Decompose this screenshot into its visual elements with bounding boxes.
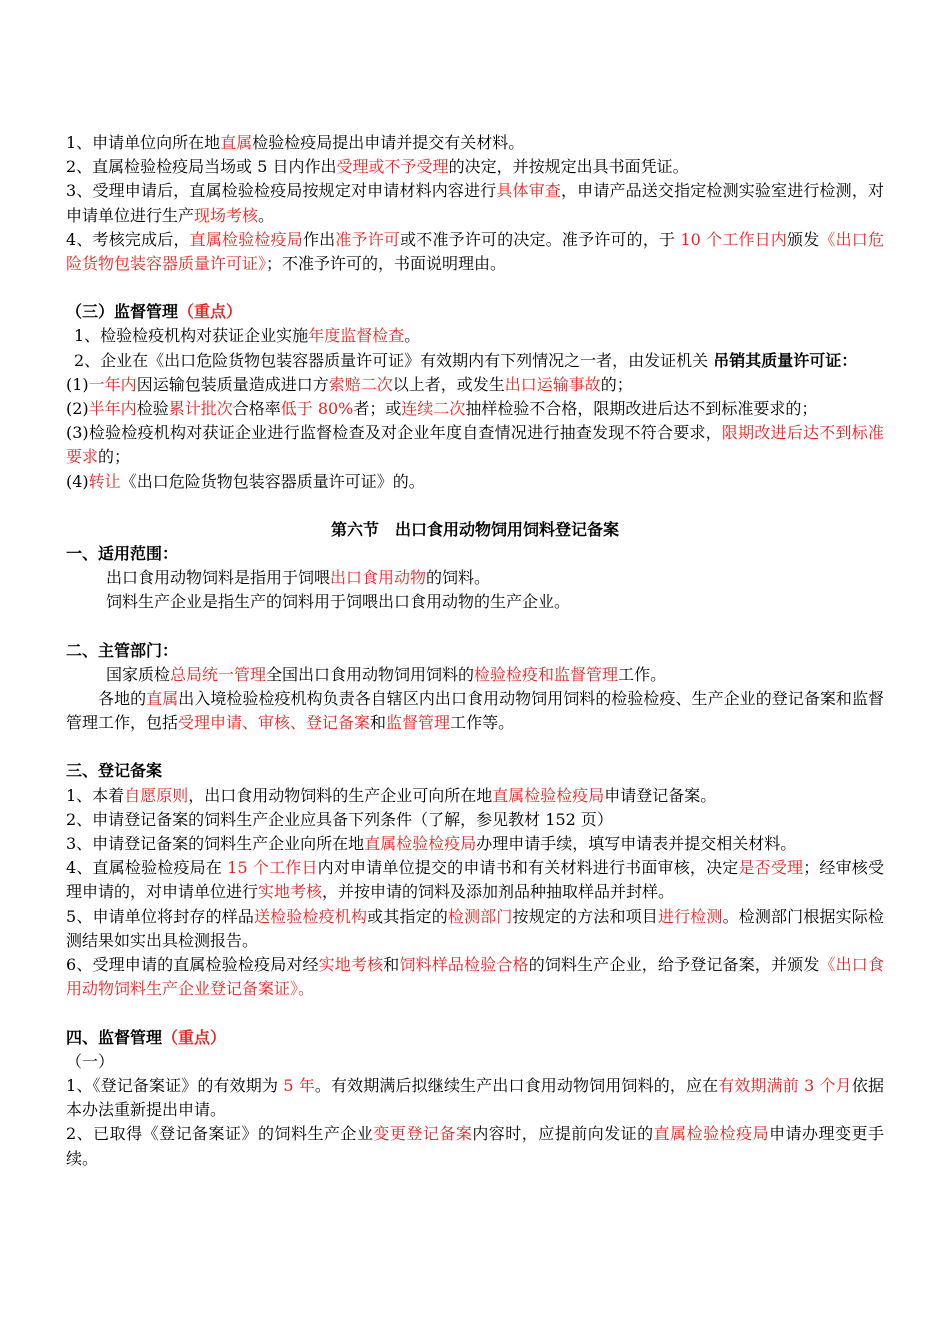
paragraph-spacer <box>66 735 884 759</box>
highlighted-text: 累计批次 <box>168 399 233 419</box>
paragraph-spacer <box>66 276 884 300</box>
highlighted-text: 受理申请、审核、登记备案 <box>178 713 371 733</box>
text-run: 或不准予许可的决定。准予许可的，于 <box>400 229 681 249</box>
text-run: 3、受理申请后，直属检验检疫局按规定对申请材料内容进行 <box>66 181 497 201</box>
text-run: 颁发 <box>787 229 820 249</box>
text-run: 出口食用动物饲料是指用于饲喂 <box>106 568 331 588</box>
highlighted-text: 索赔二次 <box>328 374 393 394</box>
highlighted-text: 出口食用动物 <box>330 568 427 588</box>
text-run: 的； <box>98 447 131 467</box>
text-run: 内容时，应提前向发证的 <box>472 1124 654 1144</box>
text-run: 检验 <box>136 399 169 419</box>
text-run: 的； <box>600 374 633 394</box>
highlighted-text: 直属 <box>220 133 253 152</box>
text-run: 1、检验检疫机构对获证企业实施 <box>74 326 309 346</box>
highlighted-text: 低于 80% <box>280 399 354 419</box>
highlighted-text: 10 个工作日内 <box>680 229 788 249</box>
highlighted-text: （重点） <box>162 1027 227 1047</box>
highlighted-text: （重点） <box>178 302 243 322</box>
section-heading <box>66 639 884 663</box>
highlighted-text: 直属 <box>146 689 179 709</box>
text-run: 办理申请手续，填写申请表并提交相关材料。 <box>476 834 797 854</box>
highlighted-text: 。 <box>298 979 315 999</box>
text-run: 。有效期满后拟继续生产出口食用动物饲用饲料的，应在 <box>314 1075 719 1095</box>
paragraph <box>66 349 884 373</box>
text-run: 6、受理申请的直属检验检疫局对经 <box>66 955 319 975</box>
paragraph <box>66 421 884 469</box>
highlighted-text: 《出口食用动物饲料生产企业登记备案证》 <box>66 955 884 999</box>
paragraph <box>66 687 884 735</box>
text-run: 2、企业在《出口危险货物包装容器质量许可证》有效期内有下列情况之一者，由发证机关 <box>74 350 714 370</box>
highlighted-text: 准予许可 <box>335 229 401 249</box>
highlighted-text: 直属检验检疫局 <box>492 785 605 805</box>
text-run: 以上者，或发生 <box>392 374 505 394</box>
text-run: 的饲料。 <box>426 568 491 588</box>
document-page <box>66 131 884 1171</box>
paragraph <box>66 663 884 687</box>
section-heading <box>66 542 884 566</box>
text-run: 5、申请单位将封存的样品 <box>66 906 255 926</box>
highlighted-text: 受理或不予受理 <box>336 157 449 177</box>
highlighted-text: 送检验检疫机构 <box>254 906 368 926</box>
text-run: 的饲料生产企业，给予登记备案，并颁发 <box>528 955 820 975</box>
text-run: 4、直属检验检疫局在 <box>66 858 228 878</box>
highlighted-text: 年度监督检查 <box>308 326 405 346</box>
highlighted-text: 《出口危险货物包装容器质量许可证》 <box>66 229 884 274</box>
text-run: 的决定，并按规定出具书面凭证。 <box>448 157 689 177</box>
text-run: ，出口食用动物饲料的生产企业可向所在地 <box>188 785 493 805</box>
section-heading <box>66 759 884 783</box>
text-run: 二、主管部门： <box>66 640 179 660</box>
text-run: (2) <box>66 399 89 419</box>
text-run: ；不准予许可的，书面说明理由。 <box>266 254 507 274</box>
text-run: ，申请产品送交指定检测实验室进行检测，对申请单位进行生产 <box>66 181 884 225</box>
text-run: 抽样检验不合格，限期改进后达不到标准要求的； <box>465 399 818 419</box>
paragraph <box>66 1122 884 1170</box>
text-run: 2、直属检验检疫局当场或 5 日内作出 <box>66 157 337 177</box>
section-title <box>66 518 884 542</box>
text-run: ；经审核受理申请的，对申请单位进行 <box>66 858 884 902</box>
text-run: 申请办理变更手续。 <box>66 1124 884 1168</box>
text-run: 全国出口食用动物饲用饲料的 <box>266 664 475 684</box>
text-run: 或其指定的 <box>367 906 448 926</box>
text-run: 4、考核完成后， <box>66 229 190 249</box>
text-run: 和 <box>383 955 400 975</box>
paragraph <box>66 228 884 276</box>
highlighted-text: 总局统一管理 <box>170 664 267 684</box>
text-run: 1、申请单位向所在地 <box>66 133 221 152</box>
text-run: （一） <box>66 1051 115 1071</box>
text-run: 2、已取得《登记备案证》的饲料生产企业 <box>66 1124 374 1144</box>
highlighted-text: 饲料样品检验合格 <box>399 955 529 975</box>
highlighted-text: 检验检疫和监督管理 <box>474 664 619 684</box>
paragraph <box>66 784 884 808</box>
text-run: 作出 <box>302 229 336 249</box>
text-run: 依据本办法重新提出申请。 <box>66 1075 884 1120</box>
text-run: 各地的 <box>66 689 147 709</box>
text-run: 工作。 <box>618 664 667 684</box>
text-run: 第六节 出口食用动物饲用饲料登记备案 <box>330 519 619 539</box>
text-run: 国家质检 <box>106 664 171 684</box>
text-run: 者；或 <box>353 399 402 419</box>
paragraph <box>66 808 884 832</box>
highlighted-text: 直属检验检疫局 <box>189 229 303 249</box>
highlighted-text: 实地考核 <box>258 882 323 902</box>
paragraph <box>66 590 884 614</box>
highlighted-text: 监督管理 <box>386 713 451 733</box>
text-run: (1) <box>66 374 89 394</box>
highlighted-text: 转让 <box>88 471 121 491</box>
paragraph <box>66 566 884 590</box>
text-run: (4) <box>66 471 89 491</box>
paragraph <box>66 179 884 227</box>
text-run: 和 <box>370 713 387 733</box>
highlighted-text: 连续二次 <box>401 399 466 419</box>
bold-text: ： <box>841 350 858 370</box>
bold-text: 吊销其质量许可证 <box>713 350 842 370</box>
highlighted-text: 直属检验检疫局 <box>653 1124 770 1144</box>
highlighted-text: 15 个工作日 <box>227 858 318 878</box>
highlighted-text: 直属检验检疫局 <box>364 834 477 854</box>
highlighted-text: 是否受理 <box>738 858 804 878</box>
text-run: 按规定的方法和项目 <box>512 906 658 926</box>
highlighted-text: 一年内 <box>88 374 137 394</box>
paragraph <box>66 1074 884 1122</box>
text-run: 合格率 <box>232 399 281 419</box>
highlighted-text: 变更登记备案 <box>373 1124 473 1144</box>
section-heading <box>66 1026 884 1050</box>
text-run: 出入境检验检疫机构负责各自辖区内出口食用动物饲用饲料的检验检疫、生产企业的登记备案和监督管理工作，包括 <box>66 689 884 733</box>
text-run: 3、申请登记备案的饲料生产企业向所在地 <box>66 834 365 854</box>
paragraph <box>66 953 884 1001</box>
highlighted-text: 出口运输事故 <box>504 374 601 394</box>
section-heading <box>66 300 884 324</box>
text-run: 饲料生产企业是指生产的饲料用于饲喂出口食用动物的生产企业。 <box>106 592 571 612</box>
paragraph <box>66 856 884 904</box>
highlighted-text: 有效期满前 3 个月 <box>718 1075 852 1095</box>
text-run: 一、适用范围： <box>66 544 179 564</box>
highlighted-text: 检测部门 <box>447 906 513 926</box>
text-run: 申请登记备案。 <box>604 785 717 805</box>
text-run: 。检测部门根据实际检测结果如实出具检测报告。 <box>66 906 884 950</box>
paragraph-spacer <box>66 615 884 639</box>
text-run: 2、申请登记备案的饲料生产企业应具备下列条件（了解，参见教材 152 页） <box>66 809 613 829</box>
text-run: ，并按申请的饲料及添加剂品种抽取样品并封样。 <box>322 882 675 902</box>
highlighted-text: 限期改进后达不到标准要求 <box>66 423 884 467</box>
text-run: 1、本着 <box>66 785 125 805</box>
highlighted-text: 自愿原则 <box>124 785 189 805</box>
paragraph <box>66 905 884 953</box>
highlighted-text: 进行检测 <box>657 906 723 926</box>
paragraph <box>66 373 884 397</box>
highlighted-text: 实地考核 <box>318 955 384 975</box>
paragraph <box>66 832 884 856</box>
text-run: 工作等。 <box>450 713 515 733</box>
paragraph-spacer <box>66 1002 884 1026</box>
text-run: （三）监督管理 <box>66 302 179 322</box>
paragraph <box>66 155 884 179</box>
text-run: 《出口危险货物包装容器质量许可证》的。 <box>120 471 425 491</box>
paragraph <box>66 1050 884 1074</box>
highlighted-text: 现场考核 <box>194 205 259 225</box>
text-run: 检验检疫局提出申请并提交有关材料。 <box>252 133 525 152</box>
text-run: 四、监督管理 <box>66 1027 163 1047</box>
text-run: 。 <box>258 205 275 225</box>
paragraph <box>66 397 884 421</box>
text-run: (3)检验检疫机构对获证企业进行监督检查及对企业年度自查情况进行抽查发现不符合要求， <box>66 423 722 443</box>
paragraph <box>66 470 884 494</box>
highlighted-text: 半年内 <box>88 399 137 419</box>
highlighted-text: 具体审查 <box>496 181 562 201</box>
text-run: 三、登记备案 <box>66 761 163 781</box>
paragraph <box>66 324 884 348</box>
text-run: 因运输包装质量造成进口方 <box>136 374 329 394</box>
paragraph <box>66 131 884 155</box>
text-run: 内对申请单位提交的申请书和有关材料进行书面审核，决定 <box>317 858 739 878</box>
highlighted-text: 5 年 <box>283 1075 315 1095</box>
paragraph-spacer <box>66 494 884 518</box>
text-run: 。 <box>404 326 421 346</box>
text-run: 1、《登记备案证》的有效期为 <box>66 1075 284 1095</box>
